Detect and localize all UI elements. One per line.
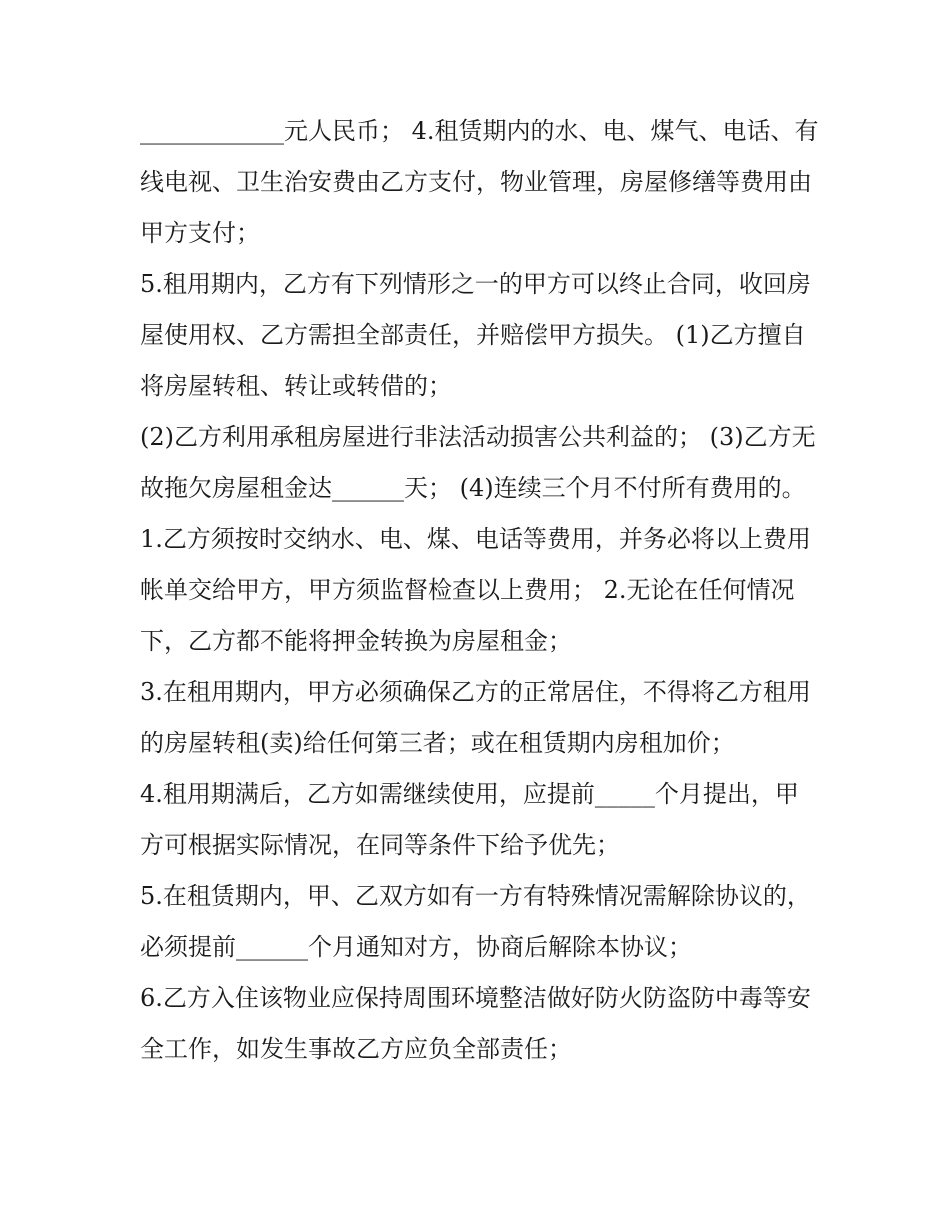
- paragraph-illegal-use-arrears: (2)乙方利用承租房屋进行非法活动损害公共利益的； (3)乙方无故拖欠房屋租金达______天； (4)连续三个月不付所有费用的。: [140, 423, 816, 502]
- paragraph-renewal: 4.租用期满后，乙方如需继续使用，应提前_____个月提出，甲方可根据实际情况，在同等条件下给予优先；: [140, 780, 799, 859]
- paragraph-landlord-obligations: 3.在租用期内，甲方必须确保乙方的正常居住，不得将乙方租用的房屋转租(卖)给任何第三者；或在租赁期内房租加价；: [140, 678, 811, 757]
- paragraph-safety-responsibility: 6.乙方入住该物业应保持周围环境整洁做好防火防盗防中毒等安全工作，如发生事故乙方应负全部责任；: [140, 984, 811, 1063]
- paragraph-termination-conditions: 5.租用期内，乙方有下列情形之一的甲方可以终止合同，收回房屋使用权、乙方需担全部责任，并赔偿甲方损失。 (1)乙方擅自将房屋转租、转让或转借的；: [140, 270, 811, 400]
- paragraph-rent-fees: ____________元人民币； 4.租赁期内的水、电、煤气、电话、有线电视、卫生治安费由乙方支付，物业管理，房屋修缮等费用由甲方支付；: [140, 117, 819, 247]
- paragraph-early-termination: 5.在租赁期内，甲、乙双方如有一方有特殊情况需解除协议的，必须提前______个月通知对方，协商后解除本协议；: [140, 882, 811, 961]
- document-body: [140, 106, 820, 1075]
- paragraph-utility-payment-deposit: 1.乙方须按时交纳水、电、煤、电话等费用，并务必将以上费用帐单交给甲方，甲方须监督检查以上费用； 2.无论在任何情况下，乙方都不能将押金转换为房屋租金；: [140, 525, 811, 655]
